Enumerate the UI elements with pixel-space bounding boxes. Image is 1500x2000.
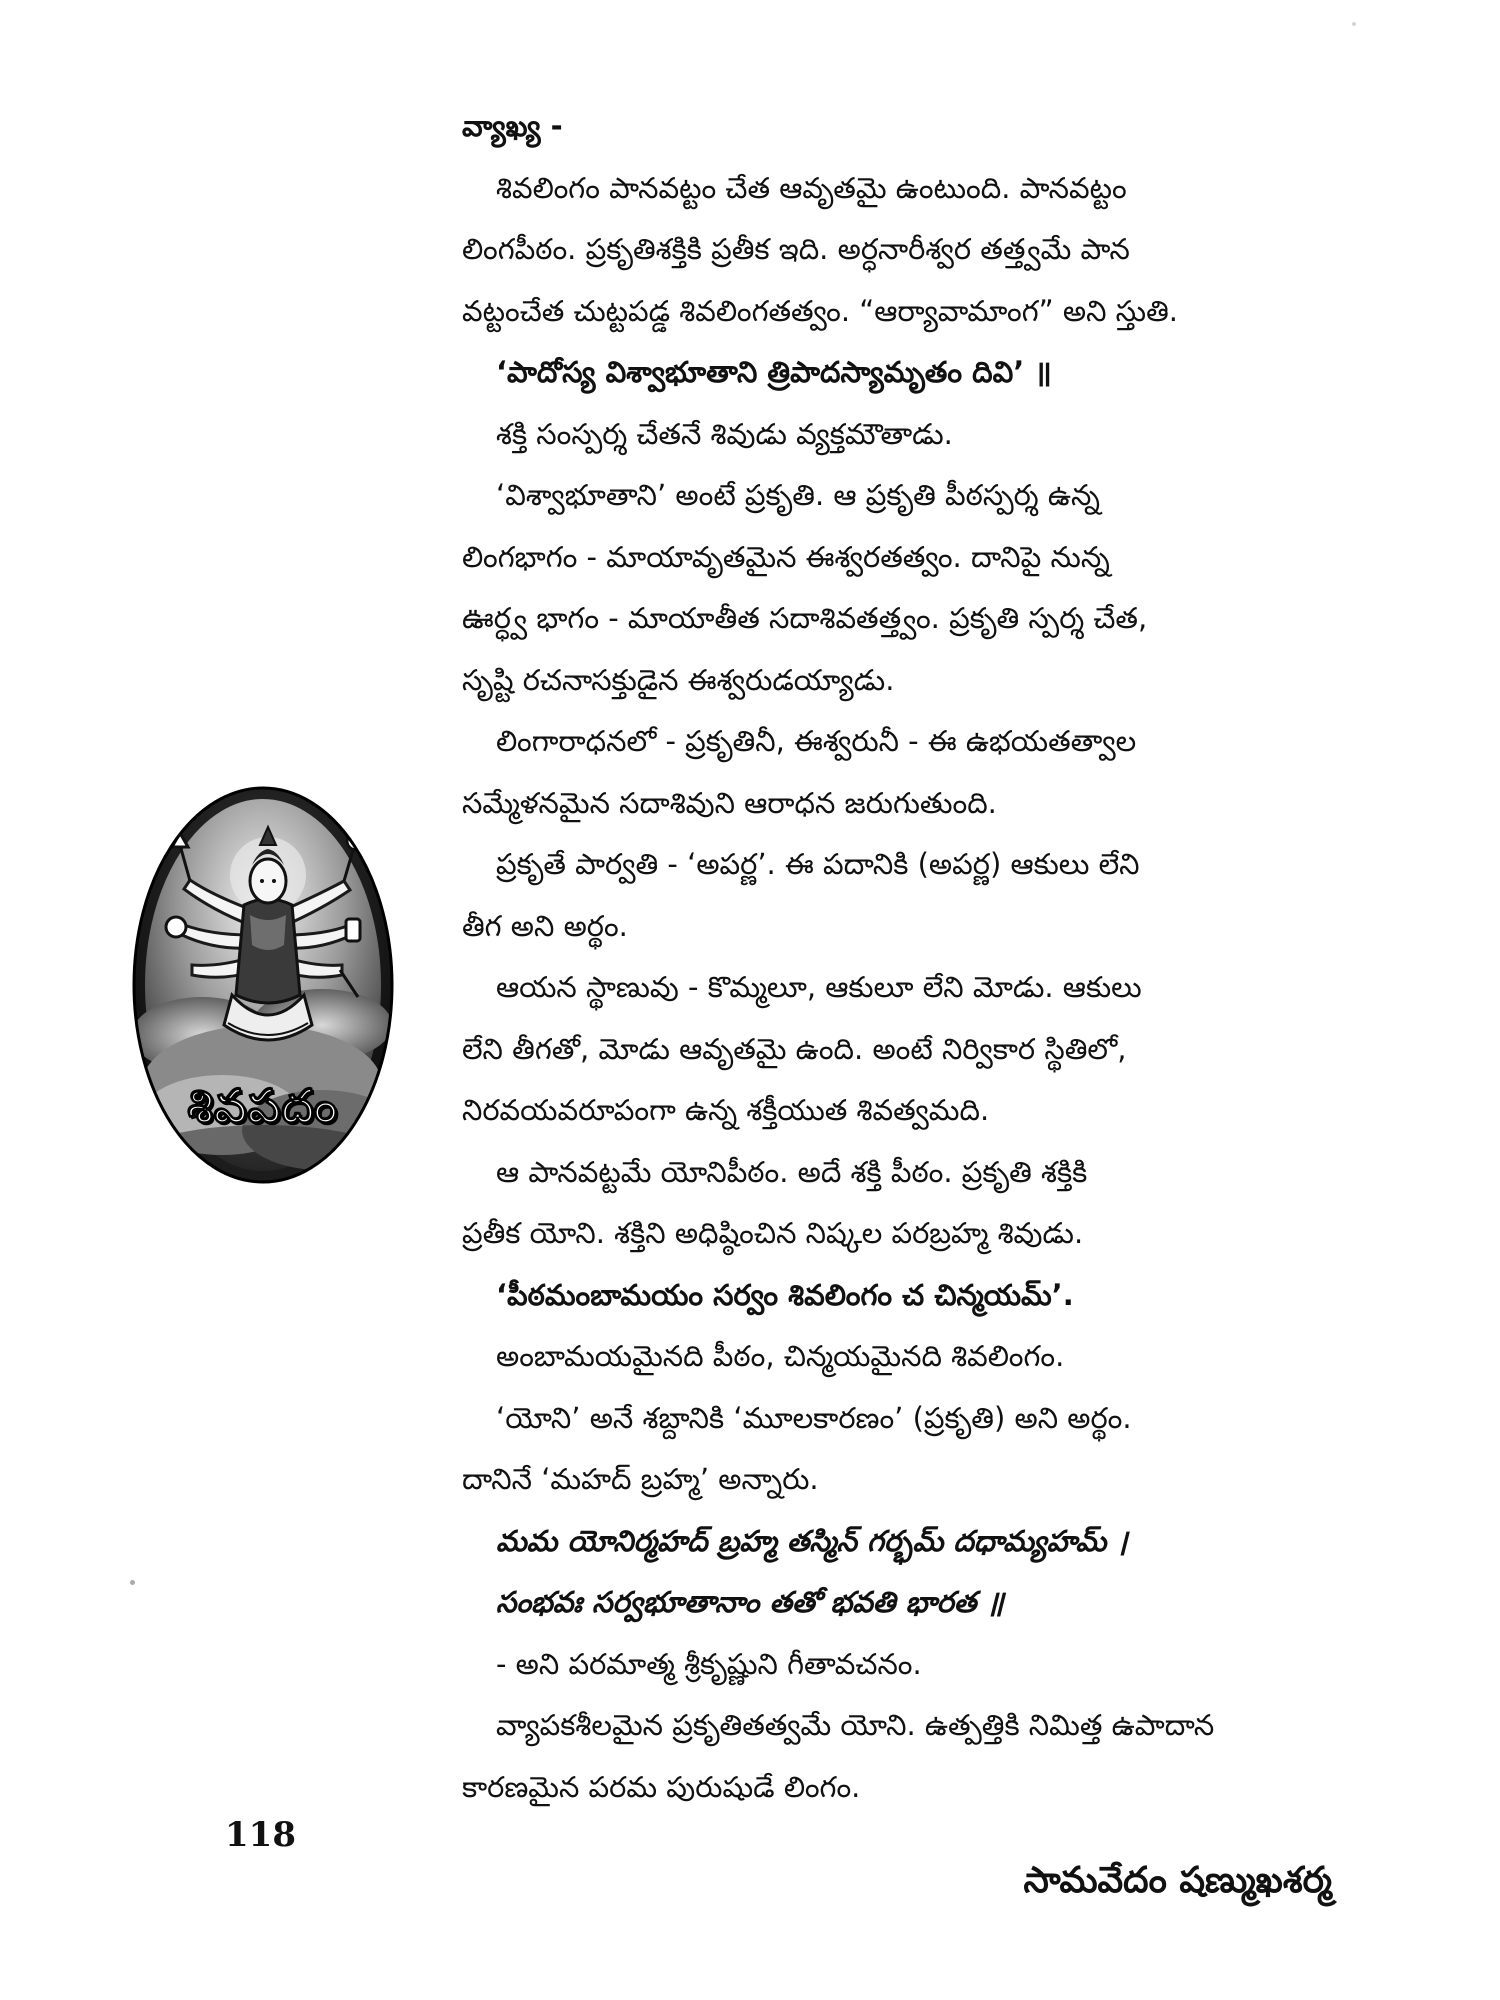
body-text xyxy=(462,96,1302,1818)
page-number: 118 xyxy=(225,1815,296,1855)
text-line: లింగారాధనలో - ప్రకృతినీ, ఈశ్వరునీ - ఈ ఉభయతత్వాల xyxy=(496,724,1137,758)
text-line: ప్రతీక యోని. శక్తిని అధిష్ఠించిన నిష్కల పరబ్రహ్మ శివుడు. xyxy=(462,1216,1084,1250)
text-line: వట్టంచేత చుట్టపడ్డ శివలింగతత్వం. “ఆర్యావామాంగ” అని స్తుతి. xyxy=(462,293,1178,328)
text-line: తీగ అని అర్థం. xyxy=(462,908,628,943)
emblem-title: శివపదం xyxy=(187,1079,339,1133)
text-line: నిరవయవరూపంగా ఉన్న శక్తీయుత శివత్వమది. xyxy=(462,1093,990,1127)
footer-author: సామవేదం షణ్ముఖశర్మ xyxy=(1023,1860,1332,1901)
text-line: ‘యోని’ అనే శబ్దానికి ‘మూలకారణం’ (ప్రకృతి) అని అర్థం. xyxy=(496,1400,1132,1435)
shivapadam-emblem xyxy=(132,785,394,1185)
text-line: ఊర్ధ్వ భాగం - మాయాతీత సదాశివతత్త్వం. ప్రకృతి స్పర్శ చేత, xyxy=(462,601,1148,635)
text-line: శివలింగం పానవట్టం చేత ఆవృతమై ఉంటుంది. పానవట్టం xyxy=(496,170,1127,205)
text-line: దానినే ‘మహద్ బ్రహ్మ’ అన్నారు. xyxy=(462,1462,819,1496)
text-line: లేని తీగతో, మోడు ఆవృతమై ఉంది. అంటే నిర్వికార స్థితిలో, xyxy=(462,1031,1127,1066)
text-line: ఆ పానవట్టమే యోనిపీఠం. అదే శక్తి పీఠం. ప్రకృతి శక్తికి xyxy=(496,1154,1088,1189)
verse-line: ‘పాదోస్య విశ్వాభూతాని త్రిపాదస్యామృతం దివి’ ॥ xyxy=(496,355,1052,389)
scan-speck xyxy=(1352,22,1356,26)
scan-speck xyxy=(130,1580,135,1585)
text-line: సమ్మేళనమైన సదాశివుని ఆరాధన జరుగుతుంది. xyxy=(462,785,997,820)
verse-line: సంభవః సర్వభూతానాం తతో భవతి భారత ॥ xyxy=(496,1585,1004,1619)
text-line: అంబామయమైనది పీఠం, చిన్మయమైనది శివలింగం. xyxy=(496,1339,1065,1373)
text-line: వ్యాపకశీలమైన ప్రకృతితత్వమే యోని. ఉత్పత్తికి నిమిత్త ఉపాదాన xyxy=(496,1708,1215,1742)
text-line: - అని పరమాత్మ శ్రీకృష్ణుని గీతావచనం. xyxy=(496,1646,922,1681)
text-line: ప్రకృతే పార్వతి - ‘అపర్ణ’. ఈ పదానికి (అపర్ణ) ఆకులు లేని xyxy=(496,847,1140,881)
section-heading: వ్యాఖ్య - xyxy=(462,109,563,143)
verse-line: మమ యోనిర్మహద్ బ్రహ్మ తస్మిన్ గర్భమ్ దధామ్యహమ్ । xyxy=(496,1523,1128,1558)
text-lines xyxy=(462,158,1302,1819)
text-line: ఆయన స్థాణువు - కొమ్మలూ, ఆకులూ లేని మోడు. ఆకులు xyxy=(496,970,1142,1004)
text-line: శక్తి సంస్పర్శ చేతనే శివుడు వ్యక్తమౌతాడు. xyxy=(496,416,953,451)
text-line: లింగభాగం - మాయావృతమైన ఈశ్వరతత్వం. దానిపై నున్న xyxy=(462,539,1110,574)
verse-line: ‘పీఠమంబామయం సర్వం శివలింగం చ చిన్మయమ్’. xyxy=(496,1277,1074,1312)
text-line: ‘విశ్వాభూతాని’ అంటే ప్రకృతి. ఆ ప్రకృతి పీఠస్పర్శ ఉన్న xyxy=(496,478,1100,512)
text-line: సృష్టి రచనాసక్తుడైన ఈశ్వరుడయ్యాడు. xyxy=(462,662,895,697)
text-line: లింగపీఠం. ప్రకృతిశక్తికి ప్రతీక ఇది. అర్ధనారీశ్వర తత్త్వమే పాన xyxy=(462,232,1130,266)
text-line: కారణమైన పరమ పురుషుడే లింగం. xyxy=(462,1769,861,1804)
